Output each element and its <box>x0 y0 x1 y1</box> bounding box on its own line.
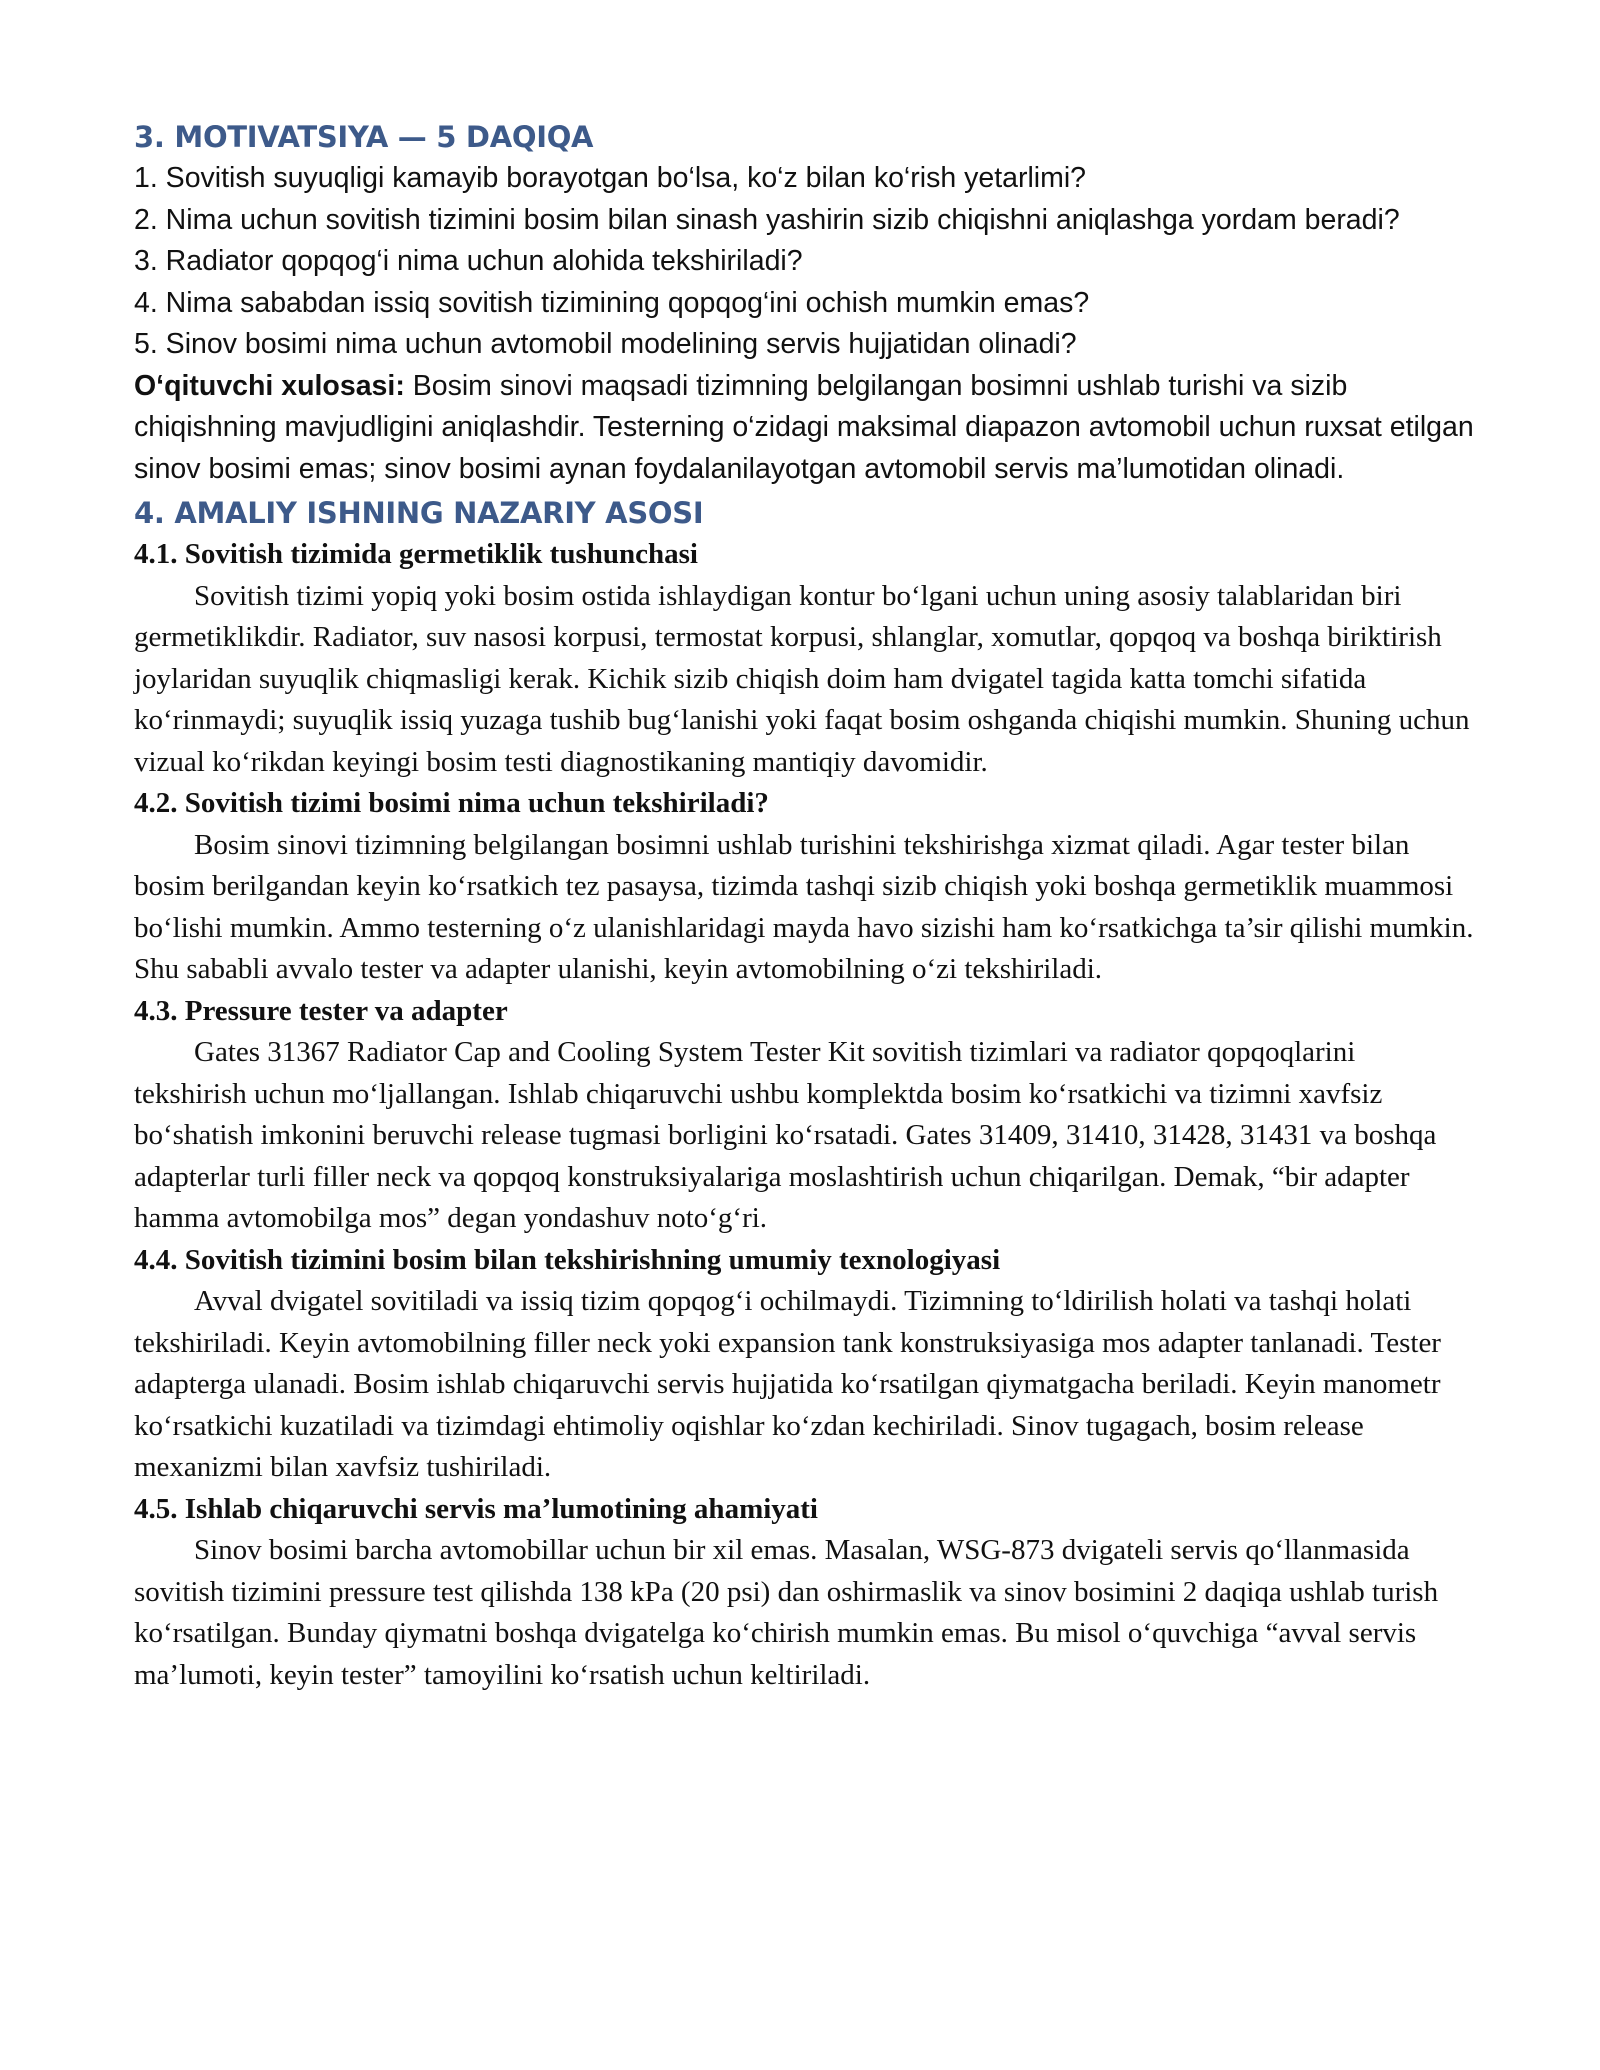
section-4-heading: 4. AMALIY ISHNING NAZARIY ASOSI <box>134 496 704 530</box>
subsection-4-2-title: 4.2. Sovitish tizimi bosimi nima uchun tekshiriladi? <box>134 787 769 819</box>
subsection-4-4-text: Avval dvigatel sovitiladi va issiq tizim qopqog‘i ochilmaydi. Tizimning to‘ldirilish holati va tashqi holati tekshiriladi. Keyin avtomobilning filler neck yoki expansion tank konstruksiyasiga mos adapter tanlanadi. Tester adapterga ulanadi. Bosim ishlab chiqaruvchi servis hujjatida ko‘rsatilgan qiymatgacha beriladi. Keyin manometr ko‘rsatkichi kuzatiladi va tizimdagi ehtimoliy oqishlar ko‘zdan kechiriladi. Sinov tugagach, bosim release mexanizmi bilan xavfsiz tushiriladi. <box>134 1285 1441 1483</box>
question-1: 1. Sovitish suyuqligi kamayib borayotgan bo‘lsa, ko‘z bilan ko‘rish yetarlimi? <box>134 162 1087 194</box>
subsection-4-3-text: Gates 31367 Radiator Cap and Cooling System Tester Kit sovitish tizimlari va radiator qopqoqlarini tekshirish uchun mo‘ljallangan. Ishlab chiqaruvchi ushbu komplektda bosim ko‘rsatkichi va tizimni xavfsiz bo‘shatish imkonini beruvchi release tugmasi borligini ko‘rsatadi. Gates 31409, 31410, 31428, 31431 va boshqa adapterlar turli filler neck va qopqoq konstruksiyalariga moslashtirish uchun chiqarilgan. Demak, “bir adapter hamma avtomobilga mos” degan yondashuv noto‘g‘ri. <box>134 1036 1437 1234</box>
section-3-heading: 3. MOTIVATSIYA — 5 DAQIQA <box>134 120 594 154</box>
question-5: 5. Sinov bosimi nima uchun avtomobil modelining servis hujjatidan olinadi? <box>134 328 1077 360</box>
question-2: 2. Nima uchun sovitish tizimini bosim bilan sinash yashirin sizib chiqishni aniqlashga yordam beradi? <box>134 203 1400 236</box>
subsection-4-1-title: 4.1. Sovitish tizimida germetiklik tushunchasi <box>134 538 698 570</box>
subsection-4-3-title: 4.3. Pressure tester va adapter <box>134 994 508 1027</box>
conclusion-text: Bosim sinovi maqsadi tizimning belgilangan bosimni ushlab turishi va sizib chiqishning mavjudligini aniqlashdir. Testerning o‘zidagi maksimal diapazon avtomobil uchun ruxsat etilgan sinov bosimi emas; sinov bosimi aynan foydalanilayotgan avtomobil servis ma’lumotidan olinadi. <box>134 369 1474 485</box>
conclusion-label: O‘qituvchi xulosasi: <box>134 369 405 402</box>
subsection-4-2-text: Bosim sinovi tizimning belgilangan bosimni ushlab turishini tekshirishga xizmat qiladi. Agar tester bilan bosim berilgandan keyin ko‘rsatkich tez pasaysa, tizimda tashqi sizib chiqish yoki boshqa germetiklik muammosi bo‘lishi mumkin. Ammo testerning o‘z ulanishlaridagi mayda havo sizishi ham ko‘rsatkichga ta’sir qilishi mumkin. Shu sababli avvalo tester va adapter ulanishi, keyin avtomobilning o‘zi tekshiriladi. <box>134 828 1474 985</box>
subsection-4-5-text: Sinov bosimi barcha avtomobillar uchun bir xil emas. Masalan, WSG-873 dvigateli servis qo‘llanmasida sovitish tizimini pressure test qilishda 138 kPa (20 psi) dan oshirmaslik va sinov bosimini 2 daqiqa ushlab turish ko‘rsatilgan. Bunday qiymatni boshqa dvigatelga ko‘chirish mumkin emas. Bu misol o‘quvchiga “avval servis ma’lumoti, keyin tester” tamoyilini ko‘rsatish uchun keltiriladi. <box>134 1534 1439 1691</box>
subsection-4-5-title: 4.5. Ishlab chiqaruvchi servis ma’lumotining ahamiyati <box>134 1492 818 1525</box>
teacher-conclusion <box>134 366 1474 491</box>
question-3: 3. Radiator qopqog‘i nima uchun alohida tekshiriladi? <box>134 245 803 277</box>
question-4: 4. Nima sababdan issiq sovitish tizimining qopqog‘ini ochish mumkin emas? <box>134 286 1090 319</box>
subsection-4-1-text: Sovitish tizimi yopiq yoki bosim ostida ishlaydigan kontur bo‘lgani uchun uning asosiy talablaridan biri germetiklikdir. Radiator, suv nasosi korpusi, termostat korpusi, shlanglar, xomutlar, qopqoq va boshqa biriktirish joylaridan suyuqlik chiqmasligi kerak. Kichik sizib chiqish doim ham dvigatel tagida katta tomchi sifatida ko‘rinmaydi; suyuqlik issiq yuzaga tushib bug‘lanishi yoki faqat bosim oshganda chiqishi mumkin. Shuning uchun vizual ko‘rikdan keyingi bosim testi diagnostikaning mantiqiy davomidir. <box>134 579 1470 778</box>
document-page <box>134 116 1474 1696</box>
subsection-4-4-title: 4.4. Sovitish tizimini bosim bilan tekshirishning umumiy texnologiyasi <box>134 1243 1001 1276</box>
